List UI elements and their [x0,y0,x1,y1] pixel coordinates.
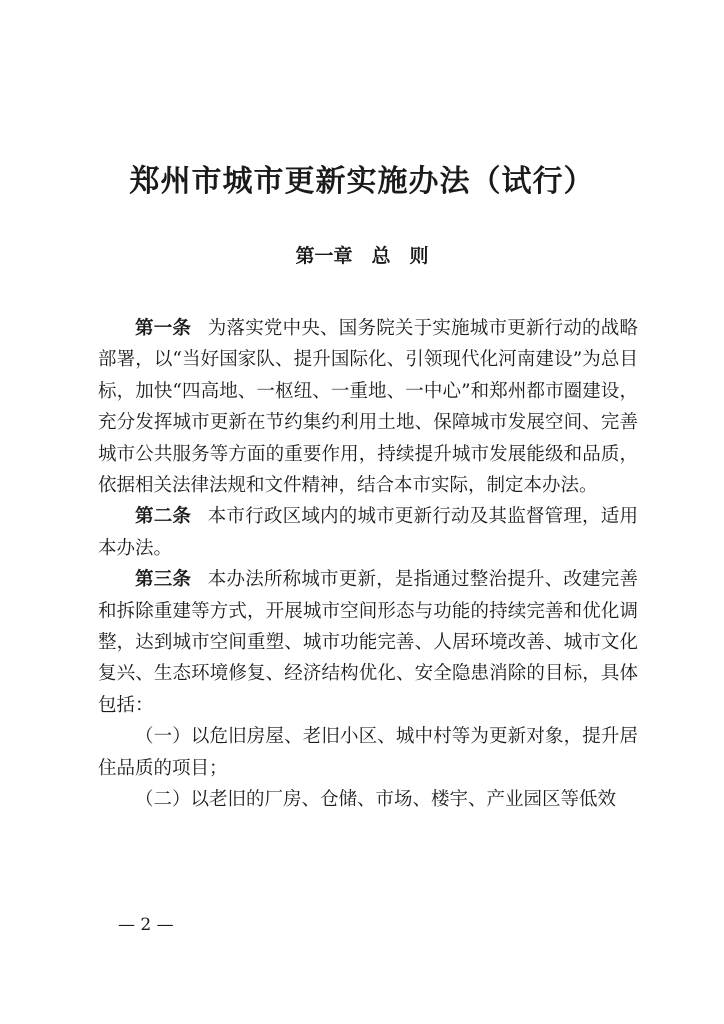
article-3-paragraph [98,564,638,721]
chapter-heading: 第一章 总 则 [295,245,429,267]
list-item-1: （一）以危旧房屋、老旧小区、城中村等为更新对象，提升居住品质的项目； [98,726,638,779]
article-1-label: 第一条 [135,318,192,339]
article-1-paragraph [98,313,638,501]
article-3-text: 本办法所称城市更新，是指通过整治提升、改建完善和拆除重建等方式，开展城市空间形态与功能的持续完善和优化调整，达到城市空间重塑、城市功能完善、人居环境改善、城市文化复兴、生态环境修复、经济结构优化、安全隐患消除的目标，具体包括： [98,569,638,716]
page-number: — 2 — [118,915,174,935]
article-1-text: 为落实党中央、国务院关于实施城市更新行动的战略部署，以“当好国家队、提升国际化、引领现代化河南建设”为总目标，加快“四高地、一枢纽、一重地、一中心”和郑州都市圈建设，充分发挥城市更新在节约集约利用土地、保障城市发展空间、完善城市公共服务等方面的重要作用，持续提升城市发展能级和品质，依据相关法律法规和文件精神，结合本市实际，制定本办法。 [98,318,638,497]
article-3-label: 第三条 [135,569,192,591]
document-body [98,313,638,816]
article-2-paragraph [98,501,638,564]
article-2-label: 第二条 [135,506,192,528]
article-2-text: 本市行政区域内的城市更新行动及其监督管理，适用本办法。 [98,506,638,559]
list-item-2: （二）以老旧的厂房、仓储、市场、楼宇、产业园区等低效 [135,789,617,811]
document-title: 郑州市城市更新实施办法（试行） [129,164,595,199]
